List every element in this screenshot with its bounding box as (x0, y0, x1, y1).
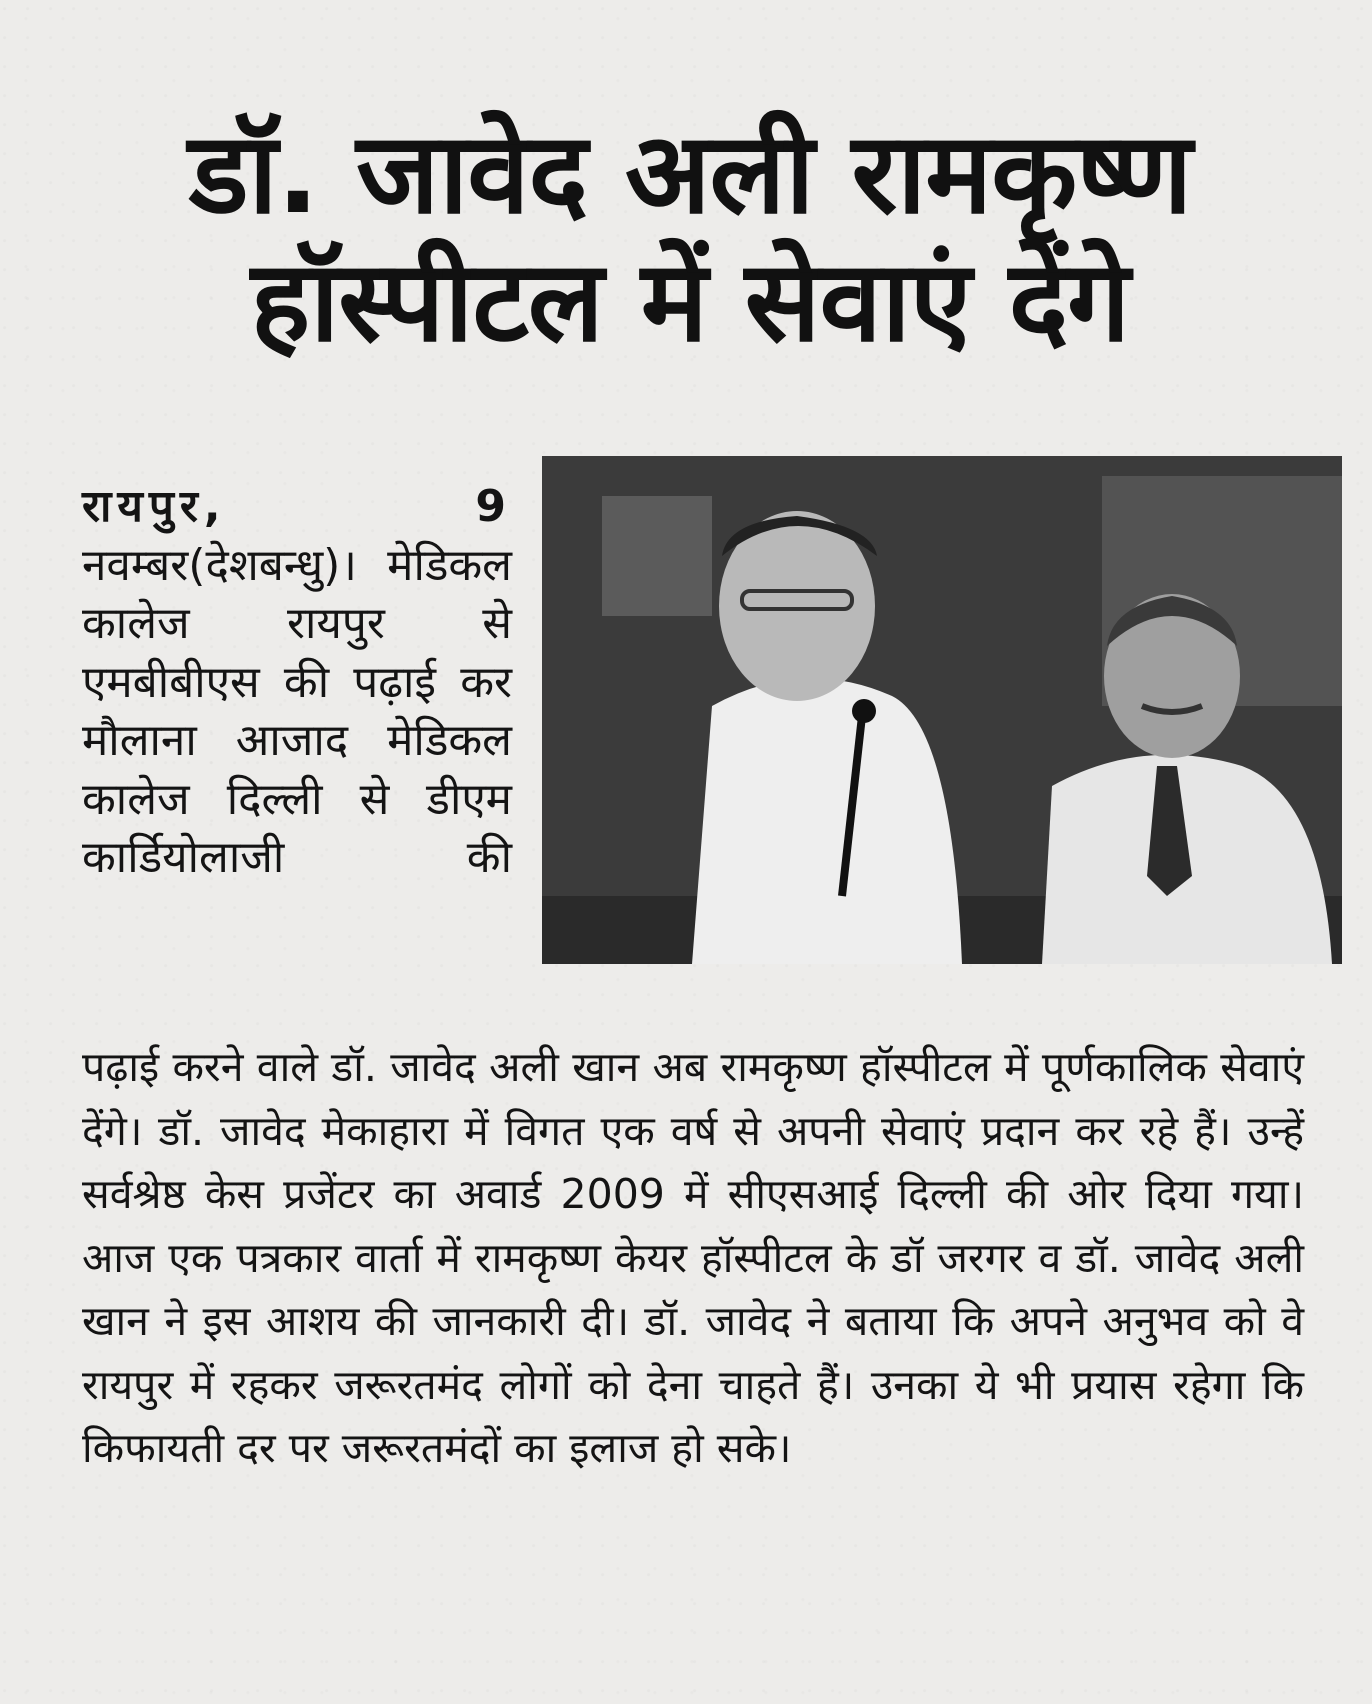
headline-line-1: डॉ. जावेद अली रामकृष्ण (188, 109, 1192, 239)
intro-text: नवम्बर(देशबन्धु)। मेडिकल कालेज रायपुर से एमबीबीएस की पढ़ाई कर मौलाना आजाद मेडिकल कालेज दिल्ली से डीएम कार्डियोलाजी की (82, 539, 512, 883)
headline (60, 110, 1320, 366)
wall-panel (602, 496, 712, 616)
press-conference-photo (542, 456, 1342, 964)
article-body (82, 1036, 1304, 1481)
dateline: रायपुर, 9 (82, 481, 512, 532)
photo-illustration (542, 456, 1342, 964)
headline-line-2: हॉस्पीटल में सेवाएं देंगे (250, 237, 1130, 367)
body-text: पढ़ाई करने वाले डॉ. जावेद अली खान अब रामकृष्ण हॉस्पीटल में पूर्णकालिक सेवाएं देंगे। डॉ. जावेद मेकाहारा में विगत एक वर्ष से अपनी सेवाएं प्रदान कर रहे हैं। उन्हें सर्वश्रेष्ठ केस प्रजेंटर का अवार्ड 2009 में सीएसआई दिल्ली की ओर दिया गया। आज एक पत्रकार वार्ता में रामकृष्ण केयर हॉस्पीटल के डॉ जरगर व डॉ. जावेद अली खान ने इस आशय की जानकारी दी। डॉ. जावेद ने बताया कि अपने अनुभव को वे रायपुर में रहकर जरूरतमंद लोगों को देना चाहते हैं। उनका ये भी प्रयास रहेगा कि किफायती दर पर जरूरतमंदों का इलाज हो सके। (82, 1043, 1304, 1472)
article-intro-column (82, 478, 512, 888)
